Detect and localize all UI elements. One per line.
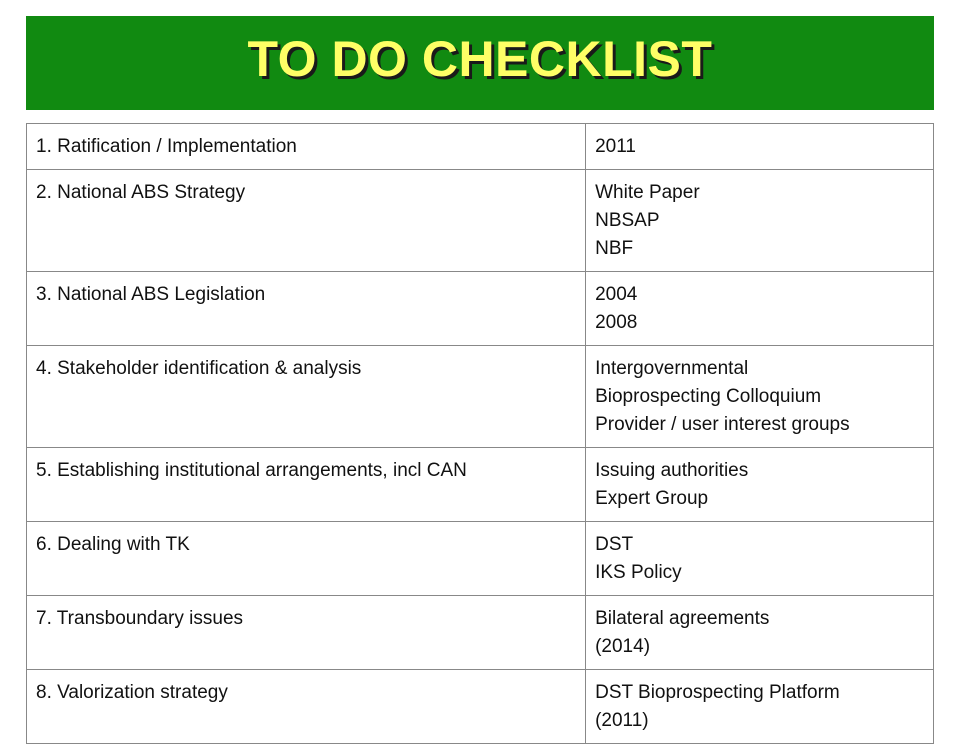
notes-cell: 2011	[586, 124, 934, 170]
table-row	[27, 670, 934, 744]
notes-cell: DST Bioprospecting Platform (2011)	[586, 670, 934, 744]
table-row	[27, 170, 934, 272]
table-row	[27, 522, 934, 596]
notes-cell: 2004 2008	[586, 272, 934, 346]
page-title: TO DO CHECKLIST	[247, 31, 713, 87]
notes-cell: Bilateral agreements (2014)	[586, 596, 934, 670]
task-cell: 1. Ratification / Implementation	[27, 124, 586, 170]
notes-cell: Intergovernmental Bioprospecting Colloquium Provider / user interest groups	[586, 346, 934, 448]
task-cell: 5. Establishing institutional arrangements, incl CAN	[27, 448, 586, 522]
table-row	[27, 346, 934, 448]
table-row	[27, 448, 934, 522]
table-row	[27, 124, 934, 170]
notes-cell: DST IKS Policy	[586, 522, 934, 596]
task-cell: 7. Transboundary issues	[27, 596, 586, 670]
notes-cell: Issuing authorities Expert Group	[586, 448, 934, 522]
table-row	[27, 272, 934, 346]
task-cell: 3. National ABS Legislation	[27, 272, 586, 346]
title-banner	[26, 16, 934, 110]
task-cell: 2. National ABS Strategy	[27, 170, 586, 272]
task-cell: 4. Stakeholder identification & analysis	[27, 346, 586, 448]
table-row	[27, 596, 934, 670]
task-cell: 6. Dealing with TK	[27, 522, 586, 596]
checklist-table	[26, 123, 934, 744]
task-cell: 8. Valorization strategy	[27, 670, 586, 744]
notes-cell: White Paper NBSAP NBF	[586, 170, 934, 272]
